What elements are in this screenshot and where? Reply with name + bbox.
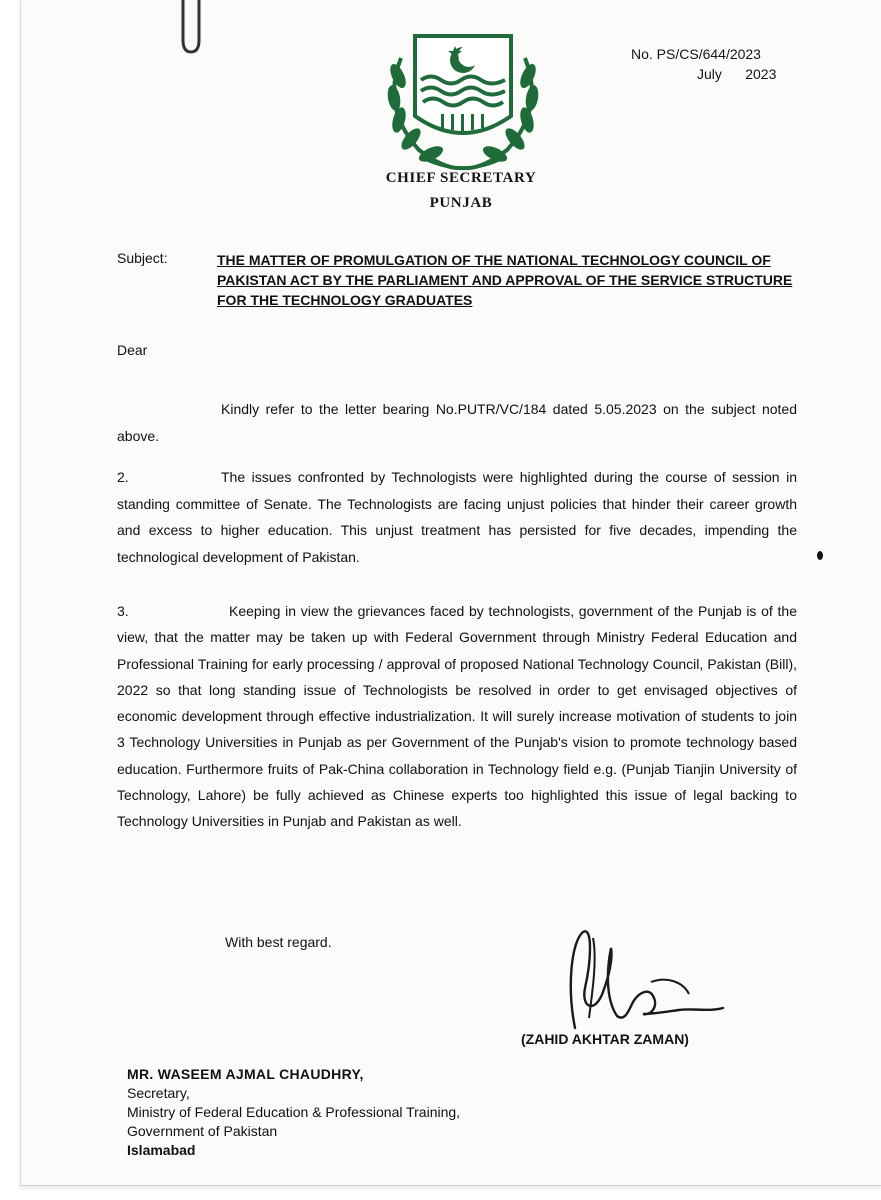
addressee-name: MR. WASEEM AJMAL CHAUDHRY, (127, 1066, 364, 1082)
signature-icon (533, 918, 743, 1036)
addressee-designation: Secretary, (127, 1085, 190, 1101)
salutation: Dear (117, 342, 148, 358)
addressee-block (127, 1065, 460, 1160)
paragraph-2 (117, 464, 797, 570)
paragraph-3-text: Keeping in view the grievances faced by technologists, government of the Punjab is of the view, that the matter may be taken up with Federal Government through Ministry Federal Education and Professional Training for early processing / approval of proposed National Technology Council, Pakistan (Bill), 2022 so that long standing issue of Technologists be resolved in order to get envisaged objectives of economic development through effective industrialization. It will surely increase motivation of students to join 3 Technology Universities in Punjab as per Government of the Punjab's vision to promote technology based education. Furthermore fruits of Pak-China collaboration in Technology field e.g. (Punjab Tianjin University of Technology, Lahore) be fully achieved as Chinese experts too highlighted this issue of legal backing to Technology Universities in Punjab and Pakistan as well. (117, 603, 797, 830)
paragraph-3-number: 3. (117, 603, 129, 619)
paragraph-1 (117, 396, 797, 449)
addressee-city: Islamabad (127, 1142, 196, 1158)
paragraph-2-number: 2. (117, 469, 129, 485)
ink-spot (817, 551, 823, 560)
reference-number: No. PS/CS/644/2023 (631, 46, 761, 62)
punjab-emblem-icon (371, 18, 555, 178)
reference-date: July 2023 (697, 66, 777, 82)
addressee-ministry: Ministry of Federal Education & Professional Training, (127, 1104, 461, 1120)
paragraph-2-text: The issues confronted by Technologists were highlighted during the course of session in standing committee of Senate. The Technologists are facing unjust policies that hinder their career growth and excess to higher education. This unjust treatment has persisted for five decades, impending the technological development of Pakistan. (117, 469, 797, 565)
closing-line: With best regard. (225, 934, 332, 950)
signatory-name: (ZAHID AKHTAR ZAMAN) (521, 1031, 689, 1047)
paper-clip-icon (173, 0, 209, 56)
letterhead-title: CHIEF SECRETARY (385, 170, 537, 186)
paragraph-3 (117, 598, 797, 835)
letterhead-province: PUNJAB (429, 195, 493, 211)
addressee-government: Government of Pakistan (127, 1123, 278, 1139)
paragraph-1-text: Kindly refer to the letter bearing No.PUTR/VC/184 dated 5.05.2023 on the subject noted above. (117, 401, 797, 444)
letter-page (20, 0, 881, 1186)
subject-label: Subject: (117, 250, 168, 266)
subject-text: THE MATTER OF PROMULGATION OF THE NATIONAL TECHNOLOGY COUNCIL OF PAKISTAN ACT BY THE PARLIAMENT AND APPROVAL OF THE SERVICE STRUCTURE FOR THE TECHNOLOGY GRADUATES (217, 252, 793, 308)
